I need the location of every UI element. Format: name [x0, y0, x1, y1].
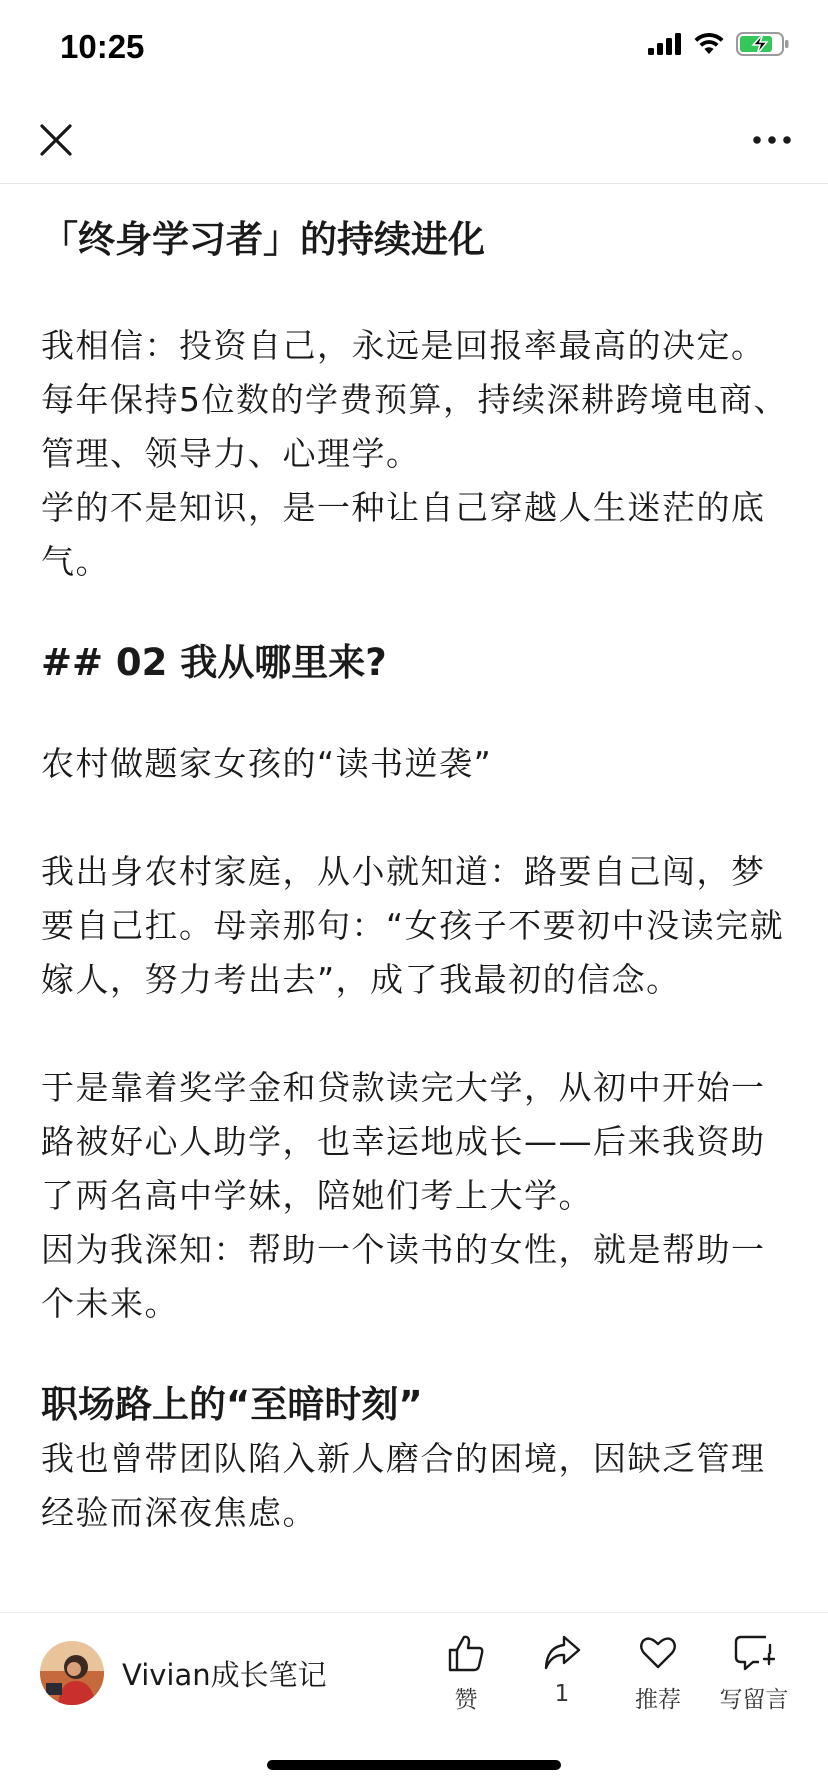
nav-bar [0, 100, 828, 184]
heading-dark-moment: 职场路上的“至暗时刻” [41, 1383, 423, 1426]
avatar-image [40, 1641, 104, 1705]
home-indicator[interactable] [267, 1760, 561, 1770]
avatar[interactable] [40, 1641, 104, 1705]
signal-icon [648, 33, 682, 55]
action-buttons [428, 1633, 792, 1714]
recommend-label: 推荐 [635, 1687, 681, 1713]
close-button[interactable] [34, 118, 78, 162]
status-icons [648, 32, 790, 56]
heading-where-from: ## 02 我从哪里来? [41, 641, 387, 684]
battery-charging-icon [736, 32, 790, 56]
wifi-icon [694, 33, 724, 55]
paragraph: 因为我深知：帮助一个读书的女性，就是帮助一个未来。 [41, 1230, 766, 1323]
status-time: 10:25 [60, 28, 145, 65]
like-label: 赞 [454, 1687, 478, 1713]
comment-add-icon [733, 1633, 775, 1673]
paragraph: 农村做题家女孩的“读书逆袭” [41, 744, 493, 783]
share-button[interactable] [524, 1633, 600, 1714]
paragraph: 于是靠着奖学金和贷款读完大学，从初中开始一路被好心人助学，也幸运地成长——后来我资助了两名高中学妹，陪她们考上大学。 [41, 1068, 766, 1215]
more-button[interactable] [746, 118, 798, 162]
comment-label: 写留言 [719, 1687, 789, 1713]
share-count: 1 [554, 1681, 570, 1707]
paragraph: 学的不是知识，是一种让自己穿越人生迷茫的底气。 [41, 488, 766, 581]
status-bar [0, 0, 828, 100]
heart-icon [638, 1633, 678, 1673]
author-info[interactable] [40, 1641, 327, 1705]
heading-lifelong-learner: 「终身学习者」的持续进化 [41, 218, 485, 261]
like-button[interactable] [428, 1633, 504, 1714]
comment-button[interactable] [716, 1633, 792, 1714]
paragraph: 我也曾带团队陷入新人磨合的困境，因缺乏管理经验而深夜焦虑。 [41, 1439, 766, 1532]
paragraph: 我出身农村家庭，从小就知道：路要自己闯，梦要自己扛。母亲那句：“女孩子不要初中没读完就嫁人，努力考出去”，成了我最初的信念。 [41, 852, 785, 999]
close-icon [39, 123, 73, 157]
more-dots-icon [752, 135, 792, 145]
share-arrow-icon [542, 1633, 582, 1673]
thumbs-up-icon [446, 1633, 486, 1673]
author-name[interactable]: Vivian成长笔记 [122, 1657, 327, 1692]
article-content [41, 184, 791, 1612]
paragraph: 我相信：投资自己，永远是回报率最高的决定。每年保持5位数的学费预算，持续深耕跨境电商、管理、领导力、心理学。 [41, 326, 788, 473]
recommend-button[interactable] [620, 1633, 696, 1714]
